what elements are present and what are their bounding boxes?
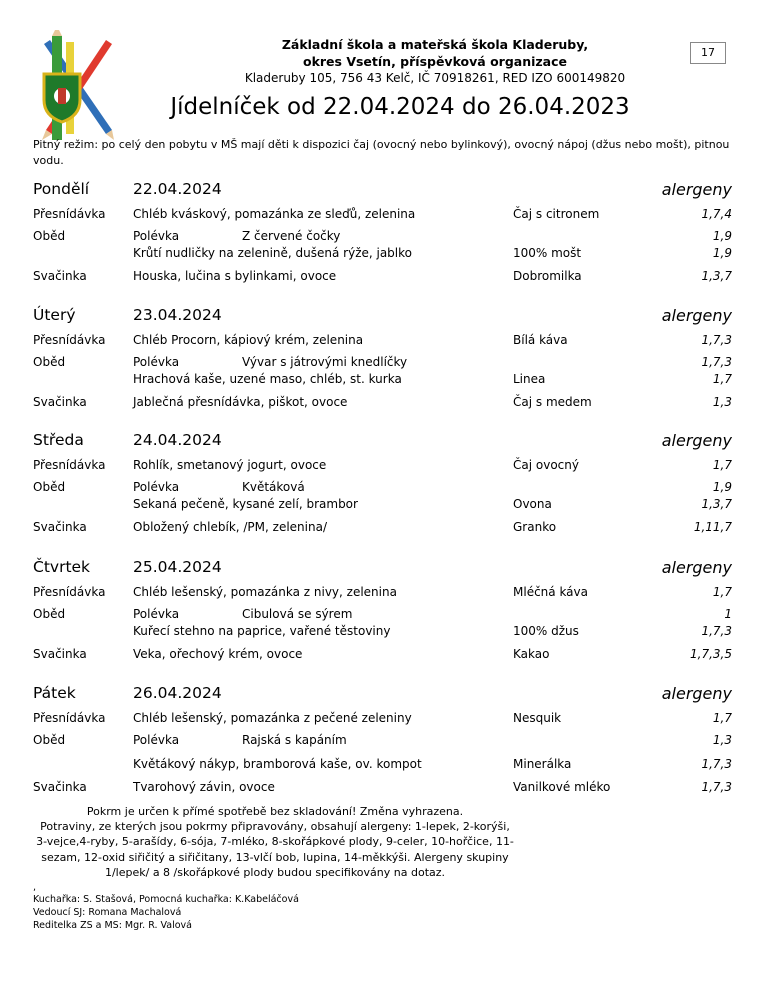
- meal-drink: Dobromilka: [513, 269, 582, 283]
- meal-allergens: 1,7: [712, 372, 732, 386]
- allergen-header: alergeny: [661, 180, 732, 199]
- soup-allergens: 1: [724, 607, 732, 621]
- meal-drink: Čaj ovocný: [513, 458, 579, 472]
- soup-allergens: 1,7,3: [701, 355, 732, 369]
- day-name: Pondělí: [33, 180, 90, 198]
- meal-label: Přesnídávka: [33, 333, 106, 347]
- allergen-header: alergeny: [661, 558, 732, 577]
- soup-label: Polévka: [133, 229, 180, 243]
- school-address: Kladeruby 105, 756 43 Kelč, IČ 70918261, RED IZO 600149820: [244, 71, 626, 85]
- day-name: Středa: [33, 431, 84, 449]
- meal-allergens: 1,7,3: [701, 757, 732, 771]
- soup-name: Vývar s játrovými knedlíčky: [242, 355, 408, 369]
- meal-allergens: 1,7,3: [701, 624, 732, 638]
- school-logo: [22, 30, 122, 150]
- director: Reditelka ZS a MS: Mgr. R. Valová: [33, 920, 192, 931]
- meal-allergens: 1,3,7: [701, 497, 732, 511]
- soup-label: Polévka: [133, 355, 180, 369]
- soup-name: Květáková: [242, 480, 305, 494]
- day-name: Pátek: [33, 684, 76, 702]
- soup-allergens: 1,9: [712, 229, 732, 243]
- meal-allergens: 1,3: [712, 395, 732, 409]
- meal-food: Chléb kváskový, pomazánka ze sleďů, zelenina: [133, 207, 416, 221]
- allergen-header: alergeny: [661, 306, 732, 325]
- meal-drink: Minerálka: [513, 757, 572, 771]
- day-date: 25.04.2024: [133, 558, 222, 576]
- footer-comma: ,: [33, 882, 37, 893]
- meal-drink: Bílá káva: [513, 333, 568, 347]
- day-name: Úterý: [33, 306, 76, 324]
- meal-drink: 100% džus: [513, 624, 579, 638]
- meal-food: Houska, lučina s bylinkami, ovoce: [133, 269, 337, 283]
- meal-label: Svačinka: [33, 520, 87, 534]
- soup-allergens: 1,3: [712, 733, 732, 747]
- day-date: 24.04.2024: [133, 431, 222, 449]
- drinking-note: Pitný režim: po celý den pobytu v MŠ mají děti k dispozici čaj (ovocný nebo bylinkový), ovocný nápoj (džus nebo mošt), pitnou vodu.: [33, 138, 730, 167]
- soup-label: Polévka: [133, 480, 180, 494]
- main-dish: Květákový nákyp, bramborová kaše, ov. kompot: [133, 757, 422, 771]
- soup-name: Z červené čočky: [242, 229, 341, 243]
- meal-drink: Granko: [513, 520, 557, 534]
- meal-label: Svačinka: [33, 269, 87, 283]
- cooks: Kuchařka: S. Stašová, Pomocná kuchařka: K.Kabeláčová: [33, 894, 299, 905]
- meal-label: Přesnídávka: [33, 207, 106, 221]
- soup-label: Polévka: [133, 607, 180, 621]
- meal-allergens: 1,7,3,5: [690, 647, 732, 661]
- shield-icon: [44, 74, 80, 122]
- meal-food: Rohlík, smetanový jogurt, ovoce: [133, 458, 327, 472]
- footer-notice: [30, 804, 520, 880]
- main-dish: Krůtí nudličky na zelenině, dušená rýže, jablko: [133, 246, 412, 260]
- day-name: Čtvrtek: [33, 558, 91, 576]
- school-name-line1: Základní škola a mateřská škola Kladeruby,: [281, 37, 589, 52]
- page-title: Jídelníček od 22.04.2024 do 26.04.2023: [170, 94, 630, 120]
- main-dish: Sekaná pečeně, kysané zelí, brambor: [133, 497, 358, 511]
- meal-allergens: 1,3,7: [701, 269, 732, 283]
- meal-food: Chléb Procorn, kápiový krém, zelenina: [133, 333, 364, 347]
- meal-food: Obložený chlebík, /PM, zelenina/: [133, 520, 327, 534]
- main-dish: Hrachová kaše, uzené maso, chléb, st. kurka: [133, 372, 402, 386]
- footer-line: 1/lepek/ a 8 /skořápkové plody budou specifikovány na dotaz.: [104, 865, 446, 879]
- meal-label: Svačinka: [33, 395, 87, 409]
- meal-drink: Čaj s medem: [513, 395, 592, 409]
- day-date: 22.04.2024: [133, 180, 222, 198]
- meal-allergens: 1,11,7: [693, 520, 732, 534]
- meal-allergens: 1,7: [712, 711, 732, 725]
- head-of-kitchen: Vedoucí SJ: Romana Machalová: [33, 907, 182, 918]
- meal-drink: Kakao: [513, 647, 550, 661]
- soup-name: Rajská s kapáním: [242, 733, 347, 747]
- meal-label: Svačinka: [33, 780, 87, 794]
- meal-label: Oběd: [33, 733, 66, 747]
- meal-label: Oběd: [33, 480, 66, 494]
- meal-drink: Linea: [513, 372, 546, 386]
- day-date: 23.04.2024: [133, 306, 222, 324]
- soup-label: Polévka: [133, 733, 180, 747]
- meal-label: Přesnídávka: [33, 585, 106, 599]
- meal-allergens: 1,7,3: [701, 780, 732, 794]
- school-name-line2: okres Vsetín, příspěvková organizace: [302, 54, 567, 69]
- day-date: 26.04.2024: [133, 684, 222, 702]
- meal-drink: 100% mošt: [513, 246, 582, 260]
- meal-allergens: 1,7: [712, 585, 732, 599]
- footer-line: 3-vejce,4-ryby, 5-arašídy, 6-sója, 7-mléko, 8-skořápkové plody, 9-celer, 10-hořčice, 11-: [36, 835, 514, 849]
- meal-food: Tvarohový závin, ovoce: [133, 780, 275, 794]
- page-number: 17: [690, 42, 726, 64]
- meal-drink: Vanilkové mléko: [513, 780, 611, 794]
- meal-allergens: 1,9: [712, 246, 732, 260]
- meal-label: Oběd: [33, 355, 66, 369]
- meal-drink: Čaj s citronem: [513, 207, 600, 221]
- meal-food: Jablečná přesnídávka, piškot, ovoce: [133, 395, 348, 409]
- soup-allergens: 1,9: [712, 480, 732, 494]
- footer-line: sezam, 12-oxid siřičitý a siřičitany, 13-vlčí bob, lupina, 14-měkkýši. Alergeny skupiny: [41, 850, 509, 864]
- allergen-header: alergeny: [661, 684, 732, 703]
- meal-drink: Mléčná káva: [513, 585, 588, 599]
- footer-line: Potraviny, ze kterých jsou pokrmy připravovány, obsahují alergeny: 1-lepek, 2-korýši,: [40, 820, 510, 834]
- meal-label: Svačinka: [33, 647, 87, 661]
- meal-label: Oběd: [33, 229, 66, 243]
- footer-line: Pokrm je určen k přímé spotřebě bez skladování! Změna vyhrazena.: [86, 805, 464, 818]
- meal-allergens: 1,7,3: [701, 333, 732, 347]
- meal-label: Přesnídávka: [33, 711, 106, 725]
- meal-food: Chléb lešenský, pomazánka z nivy, zelenina: [133, 585, 397, 599]
- meal-food: Chléb lešenský, pomazánka z pečené zeleniny: [133, 711, 412, 725]
- meal-label: Přesnídávka: [33, 458, 106, 472]
- main-dish: Kuřecí stehno na paprice, vařené těstoviny: [133, 624, 391, 638]
- soup-name: Cibulová se sýrem: [242, 607, 353, 621]
- meal-label: Oběd: [33, 607, 66, 621]
- allergen-header: alergeny: [661, 431, 732, 450]
- meal-allergens: 1,7,4: [701, 207, 732, 221]
- meal-drink: Ovona: [513, 497, 552, 511]
- meal-allergens: 1,7: [712, 458, 732, 472]
- meal-food: Veka, ořechový krém, ovoce: [133, 647, 303, 661]
- meal-drink: Nesquik: [513, 711, 562, 725]
